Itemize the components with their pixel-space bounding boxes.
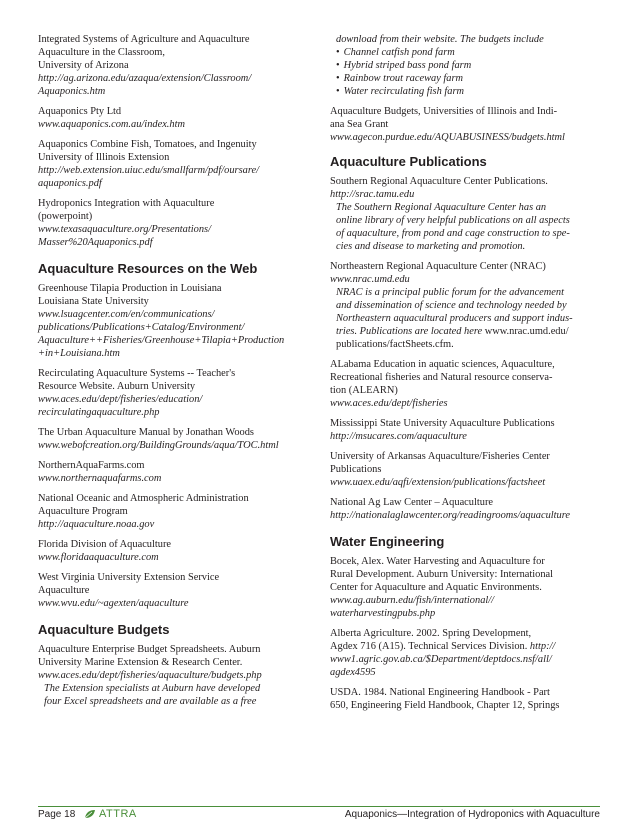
entry-text-line: Aquaculture Program [38, 506, 128, 517]
description-url-part[interactable]: publications/factSheets.cfm. [336, 339, 454, 350]
entry-text-line: Agdex 716 (A15). Technical Services Division. http:// [330, 641, 556, 652]
resource-entry [330, 33, 600, 98]
entry-text-line: (powerpoint) [38, 211, 93, 222]
entry-url-line[interactable]: Aquaponics.htm [38, 86, 106, 97]
page-number: Page 18 [38, 809, 76, 820]
entry-text-line: Recirculating Aquaculture Systems -- Teacher's [38, 368, 236, 379]
budget-continuation [330, 33, 600, 98]
resource-entry [330, 627, 600, 679]
entry-url-line[interactable]: www.agecon.purdue.edu/AQUABUSINESS/budgets.html [330, 132, 565, 143]
resource-entry [330, 686, 600, 712]
entry-url-line[interactable]: Aquaculture++Fisheries/Greenhouse+Tilapia+Production [38, 335, 285, 346]
resource-entry [38, 33, 302, 98]
entry-url-line[interactable]: aquaponics.pdf [38, 178, 102, 189]
budget-list-item: • Channel catfish pond farm [330, 46, 600, 59]
entry-description-line: download from their website. The budgets include [336, 34, 544, 45]
entry-description-line: The Southern Regional Aquaculture Center has an [336, 202, 547, 213]
entry-url-line[interactable]: waterharvestingpubs.php [330, 608, 436, 619]
entry-url-line[interactable]: www.uaex.edu/aqfi/extension/publications/factsheet [330, 477, 546, 488]
entry-text-line: USDA. 1984. National Engineering Handbook - Part [330, 687, 550, 698]
section-heading-publications: Aquaculture Publications [330, 154, 487, 169]
entry-text-line: Aquaponics Combine Fish, Tomatoes, and Ingenuity [38, 139, 257, 150]
entry-text-line: Aquaculture Budgets, Universities of Illinois and Indi- [330, 106, 558, 117]
entry-url-line[interactable]: www1.agric.gov.ab.ca/$Department/deptdocs.nsf/all/ [330, 654, 552, 665]
entry-text-line: The Urban Aquaculture Manual by Jonathan Woods [38, 427, 254, 438]
resource-entry [38, 571, 302, 610]
entry-text-line: Louisiana State University [38, 296, 149, 307]
budget-entry-illinois [330, 105, 600, 144]
section-heading-budgets: Aquaculture Budgets [38, 622, 170, 637]
entry-url-line[interactable]: http://srac.tamu.edu [330, 189, 415, 200]
entry-text-line: Hydroponics Integration with Aquaculture [38, 198, 215, 209]
entry-text-line: University Marine Extension & Research Center. [38, 657, 243, 668]
entry-text-line: ana Sea Grant [330, 119, 389, 130]
entry-text-line: National Ag Law Center – Aquaculture [330, 497, 494, 508]
entry-url-line[interactable]: www.northernaquafarms.com [38, 473, 162, 484]
entry-url-line[interactable]: www.aces.edu/dept/fisheries/education/ [38, 394, 203, 405]
resource-entry [330, 260, 600, 351]
entry-text-line: Northeastern Regional Aquaculture Center (NRAC) [330, 261, 546, 272]
leaf-icon [84, 809, 96, 819]
entry-text-line: NorthernAquaFarms.com [38, 460, 145, 471]
entry-text-line: West Virginia University Extension Service [38, 572, 220, 583]
entry-url-line[interactable]: recirculatingaquaculture.php [38, 407, 160, 418]
entry-description-line: four Excel spreadsheets and are available as a free [44, 696, 257, 707]
publication-entries [330, 175, 600, 522]
entry-url-line[interactable]: www.webofcreation.org/BuildingGrounds/aqua/TOC.html [38, 440, 279, 451]
web-resource-entries [38, 282, 302, 610]
entry-url-inline[interactable]: http:// [527, 641, 556, 652]
entry-url-line[interactable]: www.lsuagcenter.com/en/communications/ [38, 309, 215, 320]
entry-description-line: NRAC is a principal public forum for the advancement [336, 287, 564, 298]
resource-entry [38, 197, 302, 249]
entry-url-line[interactable]: www.wvu.edu/~agexten/aquaculture [38, 598, 189, 609]
resource-entry [38, 282, 302, 360]
entry-url-line[interactable]: Masser%20Aquaponics.pdf [38, 237, 153, 248]
resource-entry [330, 450, 600, 489]
budget-entries [38, 643, 302, 708]
entry-text-line: Aquaculture Enterprise Budget Spreadsheets. Auburn [38, 644, 261, 655]
entry-text-line: Integrated Systems of Agriculture and Aquaculture [38, 34, 250, 45]
resource-entry [330, 105, 600, 144]
entry-url-line[interactable]: http://msucares.com/aquaculture [330, 431, 467, 442]
entry-text-line: University of Arkansas Aquaculture/Fisheries Center [330, 451, 550, 462]
resource-entry [330, 358, 600, 410]
entry-text-line: Aquaculture [38, 585, 90, 596]
resource-entry [38, 138, 302, 190]
entry-text-line: ALabama Education in aquatic sciences, Aquaculture, [330, 359, 555, 370]
section-heading-water-engineering: Water Engineering [330, 534, 445, 549]
budget-list-item: • Hybrid striped bass pond farm [330, 59, 600, 72]
entry-url-line[interactable]: publications/Publications+Catalog/Environment/ [38, 322, 245, 333]
entry-url-line[interactable]: www.texasaquaculture.org/Presentations/ [38, 224, 211, 235]
entry-text-line: Mississippi State University Aquaculture Publications [330, 418, 555, 429]
entry-url-line[interactable]: www.floridaaquaculture.com [38, 552, 159, 563]
entry-url-line[interactable]: http://nationalaglawcenter.org/readingrooms/aquaculture [330, 510, 571, 521]
entry-text-line: Alberta Agriculture. 2002. Spring Development, [330, 628, 532, 639]
entry-url-line[interactable]: www.aces.edu/dept/fisheries/aquaculture/budgets.php [38, 670, 262, 681]
entry-text-line: National Oceanic and Atmospheric Administration [38, 493, 249, 504]
resource-entry [330, 175, 600, 253]
entry-text-line: University of Illinois Extension [38, 152, 170, 163]
entry-url-line[interactable]: http://web.extension.uiuc.edu/smallfarm/pdf/oursare/ [38, 165, 259, 176]
entry-text-line: University of Arizona [38, 60, 129, 71]
document-title: Aquaponics—Integration of Hydroponics with Aquaculture [344, 809, 600, 820]
description-url-part[interactable]: www.nrac.umd.edu/ [484, 326, 569, 337]
entry-text-line: Recreational fisheries and Natural resource conserva- [330, 372, 553, 383]
footer-rule [38, 806, 600, 807]
entry-text-line: tion (ALEARN) [330, 385, 398, 396]
right-column [330, 33, 600, 719]
entry-text-line: Southern Regional Aquaculture Center Publications. [330, 176, 548, 187]
entry-url-line[interactable]: www.nrac.umd.edu [330, 274, 410, 285]
attra-logo-text: ATTRA [99, 808, 137, 820]
entry-url-line[interactable]: http://aquaculture.noaa.gov [38, 519, 155, 530]
entry-text-line: Aquaculture in the Classroom, [38, 47, 165, 58]
entry-url-line[interactable]: www.ag.auburn.edu/fish/international// [330, 595, 495, 606]
entry-description-line: cies and disease to marketing and promotion. [336, 241, 526, 252]
section-heading-web-resources: Aquaculture Resources on the Web [38, 261, 258, 276]
resource-entry [38, 538, 302, 564]
entry-text-line: Rural Development. Auburn University: International [330, 569, 554, 580]
entry-text-line: Center for Aquaculture and Aquatic Environments. [330, 582, 542, 593]
entry-text-line: Bocek, Alex. Water Harvesting and Aquaculture for [330, 556, 545, 567]
intro-entries [38, 33, 302, 249]
entry-url-line[interactable]: http://ag.arizona.edu/azaqua/extension/Classroom/ [38, 73, 252, 84]
water-engineering-entries [330, 555, 600, 712]
entry-text-line: Greenhouse Tilapia Production in Louisiana [38, 283, 222, 294]
description-italic-part: tries. Publications are located here [336, 326, 485, 337]
entry-url-line[interactable]: www.aquaponics.com.au/index.htm [38, 119, 185, 130]
attra-logo [84, 808, 137, 820]
resource-entry [38, 426, 302, 452]
resource-entry [330, 417, 600, 443]
budget-list-item: • Rainbow trout raceway farm [330, 72, 600, 85]
entry-description-line [330, 338, 600, 351]
resource-entry [38, 492, 302, 531]
entry-description-line [330, 325, 600, 338]
entry-url-line[interactable]: +in+Louisiana.htm [38, 348, 120, 359]
entry-description-line: The Extension specialists at Auburn have developed [44, 683, 261, 694]
resource-entry [330, 555, 600, 620]
entry-description-line: online library of very helpful publications on all aspects [336, 215, 570, 226]
entry-text-line: Florida Division of Aquaculture [38, 539, 172, 550]
resource-entry [38, 459, 302, 485]
resource-entry [38, 643, 302, 708]
entry-url-line[interactable]: agdex4595 [330, 667, 376, 678]
resource-entry [38, 367, 302, 419]
entry-description-line: of aquaculture, from pond and cage construction to spe- [336, 228, 570, 239]
entry-description-line: and dissemination of science and technology needed by [336, 300, 567, 311]
entry-text-line: Publications [330, 464, 382, 475]
resource-entry [38, 105, 302, 131]
budget-list [330, 46, 600, 98]
page-footer [38, 809, 600, 823]
budget-list-item: • Water recirculating fish farm [330, 85, 600, 98]
entry-text-line: Aquaponics Pty Ltd [38, 106, 122, 117]
entry-text-line: Resource Website. Auburn University [38, 381, 196, 392]
left-column [38, 33, 302, 708]
entry-url-line[interactable]: www.aces.edu/dept/fisheries [330, 398, 448, 409]
entry-description-line: Northeastern aquacultural producers and support indus- [336, 313, 573, 324]
resource-entry [330, 496, 600, 522]
entry-text-line: 650, Engineering Field Handbook, Chapter 12, Springs [330, 700, 560, 711]
